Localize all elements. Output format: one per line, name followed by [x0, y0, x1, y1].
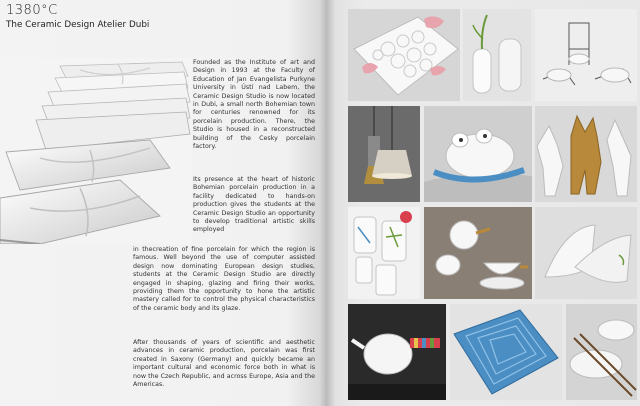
- photo-vases-sprout: [463, 9, 531, 101]
- photo-teapot-set: [424, 207, 532, 299]
- paragraph-presence-a: Its presence at the heart of historic Bohemian porcelain production in a facility dedicated to hands-on production gives the students at the Ceramic Design Studio an opportunity to develop traditional artistic skills employed: [193, 176, 315, 234]
- right-page: [326, 0, 640, 406]
- photo-divided-trays: [0, 58, 192, 244]
- photo-folded-sculpture: [535, 207, 637, 299]
- photo-dog-figurines: [535, 106, 637, 202]
- photo-bowls-chopsticks: [566, 304, 637, 400]
- paragraph-presence-b: in thecreation of fine porcelain for which the region is famous. Well beyond the use of computer assisted design now dominating European design studies, students at the Ceramic Design Studio are directly engaged in shaping, glazing and firing their works, providing them the opportunity to hone the artistic mastery called for to control the physical characteristics of the ceramic body and its glaze.: [133, 246, 315, 312]
- photo-printed-cups: [348, 207, 420, 299]
- chapter-subtitle: The Ceramic Design Atelier Dubi: [6, 20, 150, 30]
- paragraph-intro: Founded as the Institute of art and Design in 1993 at the Faculty of Education of Jan Evangelista Purkyne University in Ústí nad Labem, the Ceramic Design Studio is now located in Dubi, a small north Bohemian town for centuries renowned for its porcelain production. There, the Studio is housed in a reconstructed building of the Cesky porcelain factory.: [193, 59, 315, 151]
- photo-teapot-dark: [348, 304, 446, 400]
- paragraph-history: After thousands of years of scientific and aesthetic advances in ceramic production, porcelain was first created in Saxony (Germany) and quickly became an important cultural and economic force both in what is now the Czech Republic, and across Europe, Asia and the Americas.: [133, 339, 315, 389]
- photo-pendant-lamp: [348, 106, 420, 202]
- photo-circle-plate: [348, 9, 460, 101]
- chapter-title: 1380°C: [6, 3, 58, 18]
- photo-wire-objects: [535, 9, 637, 101]
- photo-frog-figure: [424, 106, 532, 202]
- photo-blue-tray: [450, 304, 562, 400]
